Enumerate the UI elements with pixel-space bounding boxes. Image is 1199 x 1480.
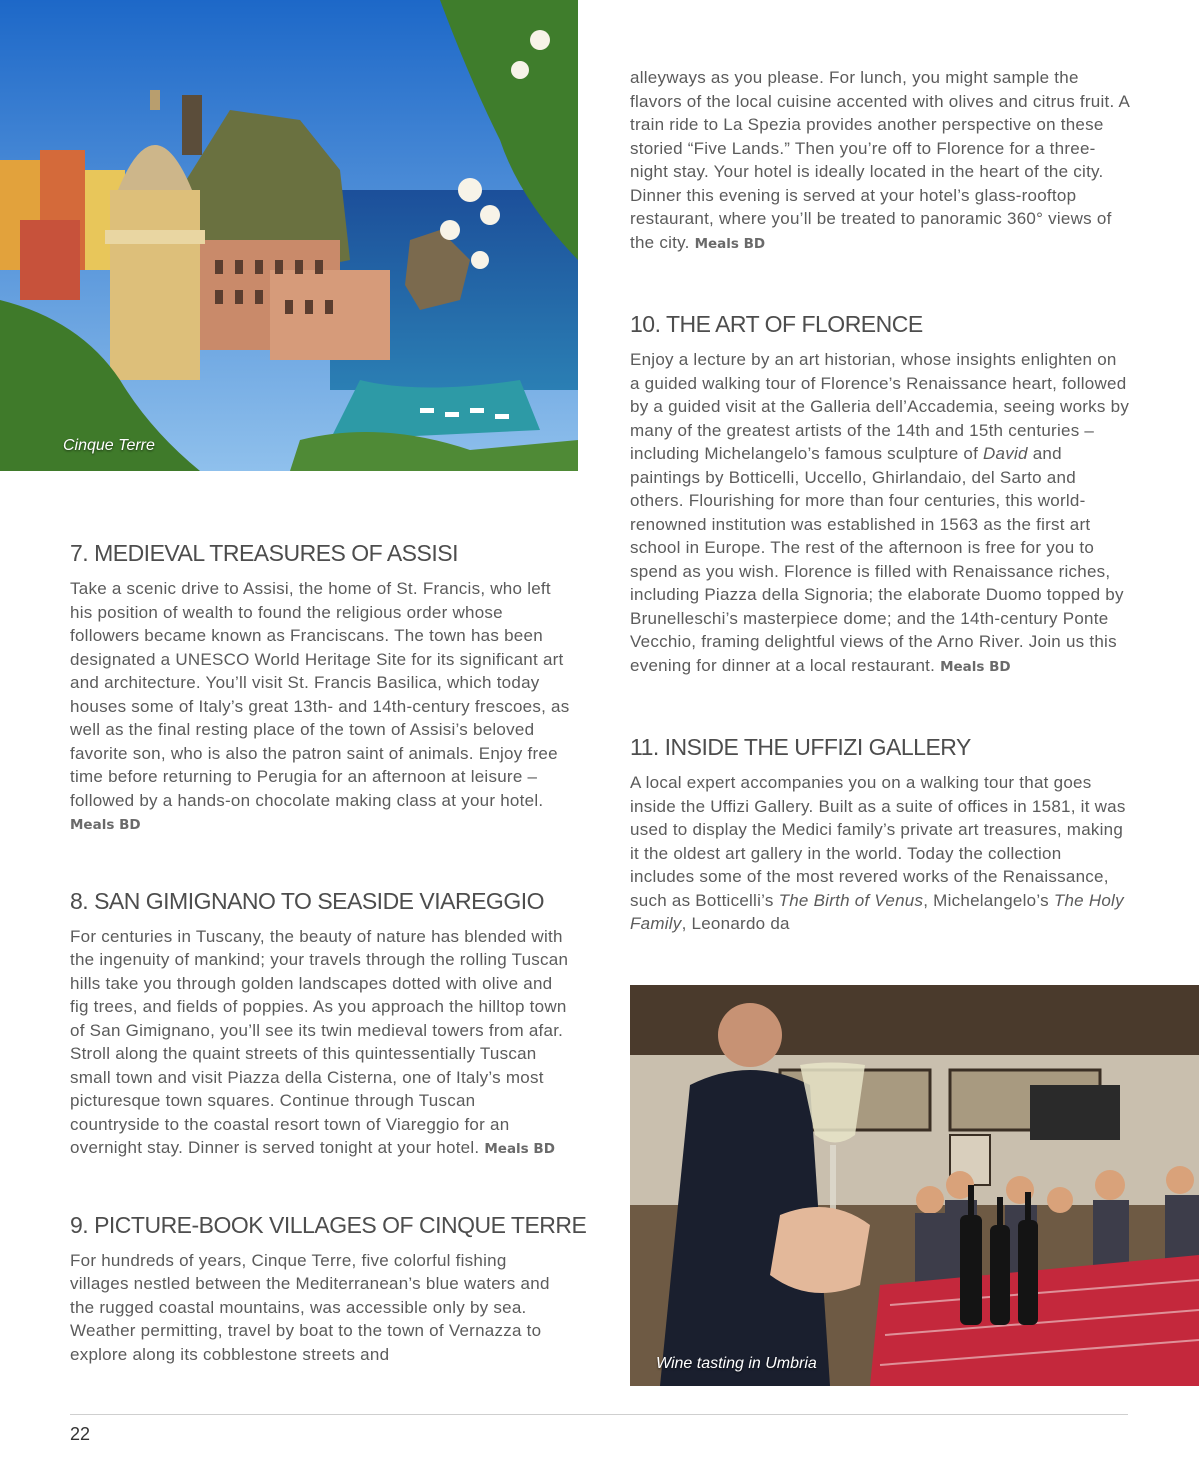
wine-tasting-illustration [630,985,1199,1386]
day-10-meals: Meals BD [940,658,1011,675]
left-column [70,540,587,1366]
cinque-terre-illustration [0,0,578,471]
day-10-body-a: Enjoy a lecture by an art historian, whose insights enlighten on a guided walking tour of Florence’s Renaissance heart, followed by a guided visit at the Galleria dell’Accademia, seeing works by many of the greatest artists of the 14th and 15th centuries – including Michelangelo’s famous sculpture of [630,350,1130,463]
day-8-title: 8. SAN GIMIGNANO TO SEASIDE VIAREGGIO [70,887,544,914]
day-11-text [630,771,1130,936]
photo-caption: Wine tasting in Umbria [656,1355,817,1372]
day-10-title: 10. THE ART OF FLORENCE [630,311,923,337]
day-8-meals: Meals BD [484,1141,555,1157]
page-number: 22 [70,1424,91,1444]
day-11-emphasis-b: The Holy Family [630,890,1124,933]
day-11-body-c: , Leonardo da [681,914,790,933]
day-7-section [70,540,570,838]
wine-tasting-photo [630,985,1199,1386]
day-9-title: 9. PICTURE-BOOK VILLAGES OF CINQUE TERRE [70,1211,587,1238]
day-11-section [630,734,1130,936]
day-11-emphasis-a: The Birth of Venus [778,890,924,910]
footer-divider [70,1414,1128,1415]
day-9-continued [630,66,1130,256]
day-7-meals: Meals BD [70,817,141,833]
day-11-title: 11. INSIDE THE UFFIZI GALLERY [630,734,971,760]
day-9-meals: Meals BD [694,235,766,252]
photo-caption: Cinque Terre [63,437,155,454]
day-8-section [70,888,570,1162]
day-9-text: For hundreds of years, Cinque Terre, five colorful fishing villages nestled between the Mediterranean’s blue waters and the rugged coastal mountains, was accessible only by sea. Weather permitting, travel by boat to the town of Vernazza to explore along its cobblestone streets and [70,1250,550,1364]
day-10-body-b: and paintings by Botticelli, Uccello, Ghirlandaio, del Sarto and others. Flourishing for more than four centuries, this world-renowned institution was established in 1563 as the first art school in Europe. The rest of the afternoon is free for you to spend as you wish. Florence is filled with Renaissance riches, including Piazza della Signoria; the elaborate Duomo topped by Brunelleschi’s masterpiece dome; and the 14th-century Ponte Vecchio, framing delightful views of the Arno River. Join us this evening for dinner at a local restaurant. [630,444,1124,675]
day-8-text [70,925,570,1162]
day-9-continued-body: alleyways as you please. For lunch, you might sample the flavors of the local cuisine accented with olives and citrus fruit. A train ride to La Spezia provides another perspective on these storied “Five Lands.” Then you’re off to Florence for a three-night stay. Your hotel is ideally located in the heart of the city. Dinner this evening is served at your hotel’s glass-rooftop restaurant, where you’ll be treated to panoramic 360° views of the city. [630,68,1130,252]
day-7-body: Take a scenic drive to Assisi, the home of St. Francis, who left his position of wealth to found the religious order whose followers became known as Franciscans. The town has been designated a UNESCO World Heritage Site for its significant art and architecture. You’ll visit St. Francis Basilica, which today houses some of Italy’s great 13th- and 14th-century frescoes, as well as the final resting place of the town of Assisi’s beloved favorite son, who is also the patron saint of animals. Enjoy free time before returning to Perugia for an afternoon at leisure – followed by a hands-on chocolate making class at your hotel. [70,579,570,810]
cinque-terre-photo [0,0,578,471]
day-10-text [630,348,1130,679]
day-8-body: For centuries in Tuscany, the beauty of nature has blended with the ingenuity of mankind; your travels through the rolling Tuscan hills take you through golden landscapes dotted with olive and fig trees, and fields of poppies. As you approach the hilltop town of San Gimignano, you’ll see its twin medieval towers from afar. Stroll along the quaint streets of this quintessentially Tuscan small town and visit Piazza della Cisterna, one of Italy’s most picturesque town squares. Continue through Tuscan countryside to the coastal resort town of Viareggio for an overnight stay. Dinner is served tonight at your hotel. [70,926,569,1157]
day-9-section [70,1211,587,1367]
day-9-continued-text [630,66,1130,256]
day-11-body-a: A local expert accompanies you on a walking tour that goes inside the Uffizi Gallery. Built as a suite of offices in 1581, it was used to display the Medici family’s private art treasures, making it the oldest art gallery in the world. Today the collection includes some of the most revered works of the Renaissance, such as Botticelli’s [630,773,1126,910]
day-10-emphasis: David [983,444,1028,463]
day-7-title: 7. MEDIEVAL TREASURES OF ASSISI [70,540,458,566]
day-11-body-b: , Michelangelo’s [923,890,1054,910]
right-column [630,66,1130,936]
day-10-section [630,311,1130,679]
day-7-text [70,577,570,838]
